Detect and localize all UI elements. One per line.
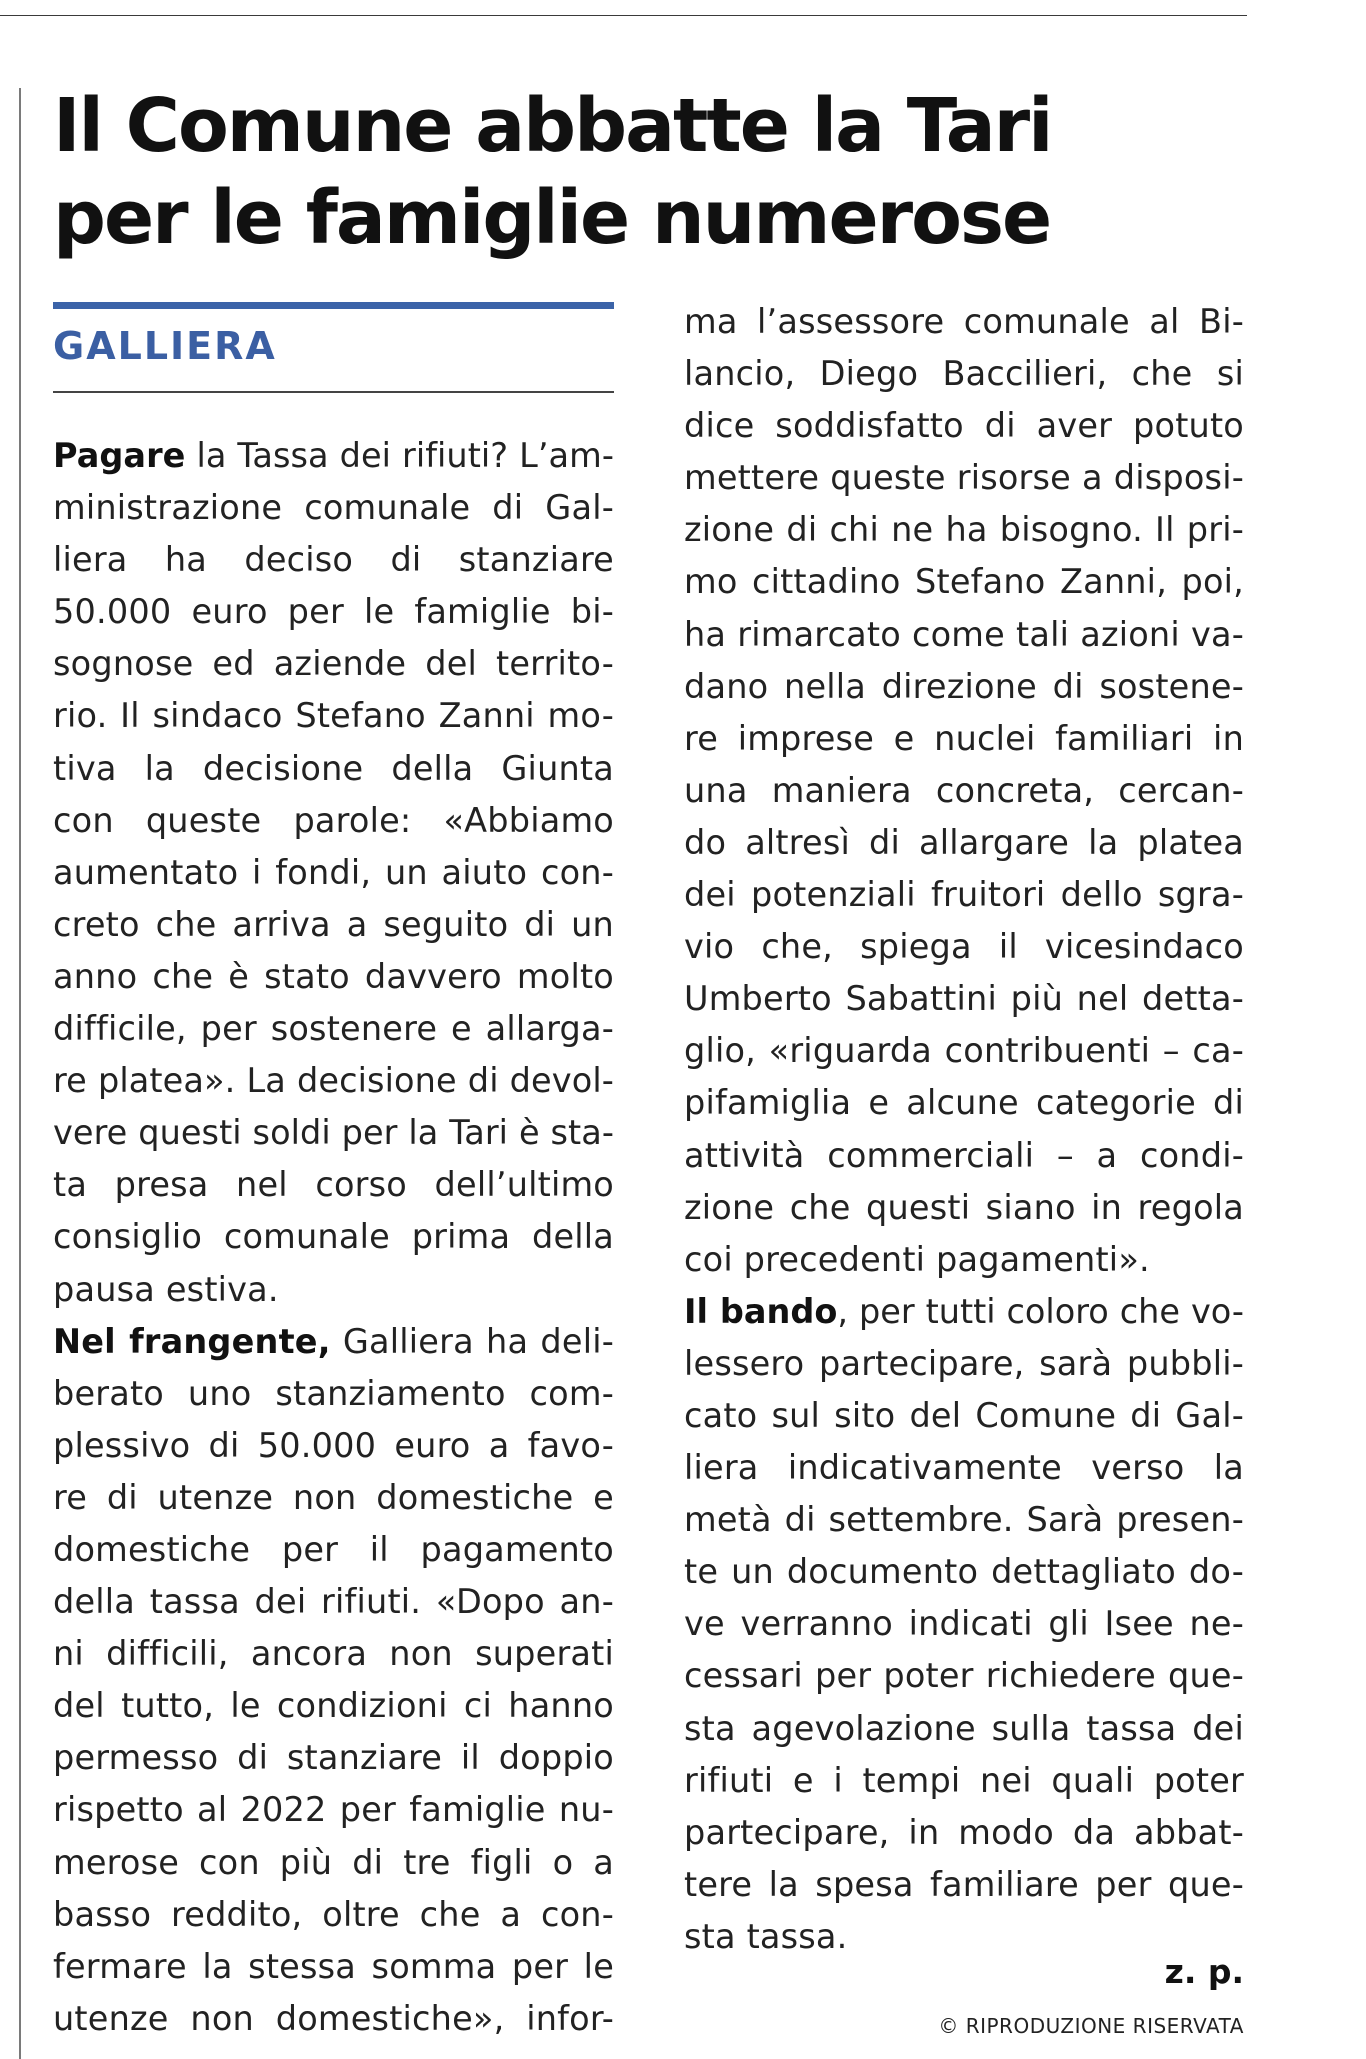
body-text: permesso di stanziare il doppio bbox=[53, 1738, 614, 1778]
column-rule bbox=[19, 88, 21, 2059]
body-text: ha rimarcato come tali azioni va- bbox=[684, 614, 1244, 654]
body-line bbox=[684, 1390, 1244, 1442]
body-line bbox=[684, 504, 1244, 556]
body-text: fermare la stessa somma per le bbox=[53, 1946, 614, 1986]
body-text: Galliera ha deli- bbox=[330, 1321, 614, 1361]
body-line bbox=[53, 430, 614, 482]
body-text: basso reddito, oltre che a con- bbox=[53, 1894, 614, 1934]
body-line bbox=[684, 1650, 1244, 1702]
body-text: re platea». La decisione di devol- bbox=[53, 1061, 614, 1101]
body-line bbox=[53, 743, 614, 795]
body-text: lancio, Diego Baccilieri, che si bbox=[684, 354, 1244, 394]
paragraph-lead: Il bando bbox=[684, 1291, 838, 1331]
body-line bbox=[684, 1338, 1244, 1390]
body-text: mo cittadino Stefano Zanni, poi, bbox=[684, 562, 1244, 602]
body-line bbox=[684, 973, 1244, 1025]
body-text: del tutto, le condizioni ci hanno bbox=[53, 1686, 614, 1726]
body-line bbox=[53, 1368, 614, 1420]
body-line bbox=[53, 1576, 614, 1628]
paragraph-lead: Pagare bbox=[53, 436, 186, 475]
body-text: rio. Il sindaco Stefano Zanni mo- bbox=[53, 696, 614, 736]
body-text: aumentato i fondi, un aiuto con- bbox=[53, 852, 614, 892]
body-line bbox=[684, 869, 1244, 921]
body-line bbox=[684, 1442, 1244, 1494]
body-line bbox=[53, 1941, 614, 1993]
body-text: re imprese e nuclei familiari in bbox=[684, 718, 1244, 758]
body-text: ministrazione comunale di Gal- bbox=[53, 488, 614, 528]
body-text: Umberto Sabattini più nel detta- bbox=[684, 979, 1244, 1019]
body-line bbox=[684, 1182, 1244, 1234]
body-text: te un documento dettagliato do- bbox=[684, 1552, 1244, 1592]
body-line bbox=[684, 765, 1244, 817]
body-line bbox=[684, 452, 1244, 504]
body-text: rispetto al 2022 per famiglie nu- bbox=[53, 1790, 614, 1830]
body-line bbox=[684, 1807, 1244, 1859]
body-line bbox=[53, 1003, 614, 1055]
body-line bbox=[53, 1107, 614, 1159]
body-text: tiva la decisione della Giunta bbox=[53, 748, 614, 788]
kicker-location: GALLIERA bbox=[53, 324, 277, 368]
body-line bbox=[53, 1472, 614, 1524]
body-text: 50.000 euro per le famiglie bi- bbox=[53, 592, 614, 632]
body-text: zione che questi siano in regola bbox=[684, 1187, 1244, 1227]
body-text: pausa estiva. bbox=[53, 1269, 279, 1309]
body-text: una maniera concreta, cercan- bbox=[684, 770, 1244, 810]
kicker-accent-bar bbox=[53, 302, 614, 309]
article-column-left bbox=[53, 430, 614, 2045]
body-text: cato sul sito del Comune di Gal- bbox=[684, 1395, 1244, 1435]
body-text: sognose ed aziende del territo- bbox=[53, 644, 614, 684]
body-text: creto che arriva a seguito di un bbox=[53, 904, 614, 944]
body-text: metà di settembre. Sarà presen- bbox=[684, 1500, 1244, 1540]
body-line bbox=[53, 847, 614, 899]
body-line bbox=[53, 638, 614, 690]
body-line bbox=[684, 556, 1244, 608]
body-line bbox=[684, 661, 1244, 713]
body-line bbox=[684, 921, 1244, 973]
body-line bbox=[53, 534, 614, 586]
body-text: coi precedenti pagamenti». bbox=[684, 1239, 1150, 1279]
body-line bbox=[53, 1680, 614, 1732]
body-line bbox=[53, 1837, 614, 1889]
body-text: difficile, per sostenere e allarga- bbox=[53, 1009, 614, 1049]
body-line bbox=[684, 296, 1244, 348]
body-text: do altresì di allargare la platea bbox=[684, 822, 1244, 862]
body-text: la Tassa dei rifiuti? L’am- bbox=[185, 436, 614, 475]
body-line bbox=[684, 1286, 1244, 1338]
top-rule bbox=[0, 15, 1247, 16]
body-text: ni difficili, ancora non superati bbox=[53, 1634, 614, 1674]
body-line bbox=[53, 1420, 614, 1472]
body-text: liera ha deciso di stanziare bbox=[53, 540, 614, 580]
body-line bbox=[53, 1889, 614, 1941]
body-text: cessari per poter richiedere que- bbox=[684, 1656, 1244, 1696]
body-line bbox=[53, 1316, 614, 1368]
body-line bbox=[53, 1055, 614, 1107]
body-line bbox=[684, 1598, 1244, 1650]
body-line bbox=[684, 1025, 1244, 1077]
body-text: partecipare, in modo da abbat- bbox=[684, 1812, 1244, 1852]
body-line bbox=[684, 400, 1244, 452]
body-line bbox=[684, 1755, 1244, 1807]
body-text: con queste parole: «Abbiamo bbox=[53, 800, 614, 840]
body-line bbox=[53, 1264, 614, 1316]
body-text: pifamiglia e alcune categorie di bbox=[684, 1083, 1244, 1123]
body-line bbox=[53, 1159, 614, 1211]
body-text: zione di chi ne ha bisogno. Il pri- bbox=[684, 510, 1244, 550]
article-column-right bbox=[684, 296, 1244, 1963]
body-text: dano nella direzione di sostene- bbox=[684, 666, 1244, 706]
body-line bbox=[684, 1859, 1244, 1911]
body-line bbox=[684, 1546, 1244, 1598]
body-text: vere questi soldi per la Tari è sta- bbox=[53, 1113, 614, 1153]
kicker-rule bbox=[53, 391, 614, 393]
body-text: della tassa dei rifiuti. «Dopo an- bbox=[53, 1582, 614, 1622]
body-line bbox=[53, 690, 614, 742]
body-text: vio che, spiega il vicesindaco bbox=[684, 927, 1244, 967]
body-line bbox=[53, 899, 614, 951]
paragraph-lead: Nel frangente, bbox=[53, 1321, 331, 1361]
body-line bbox=[684, 348, 1244, 400]
body-line bbox=[53, 1211, 614, 1263]
body-line bbox=[53, 1524, 614, 1576]
body-text: attività commerciali – a condi- bbox=[684, 1135, 1244, 1175]
body-line bbox=[53, 1628, 614, 1680]
body-text: re di utenze non domestiche e bbox=[53, 1477, 614, 1517]
body-text: ta presa nel corso dell’ultimo bbox=[53, 1165, 614, 1205]
body-text: tere la spesa familiare per que- bbox=[684, 1864, 1244, 1904]
body-text: berato uno stanziamento com- bbox=[53, 1373, 614, 1413]
body-text: utenze non domestiche», infor- bbox=[53, 1998, 614, 2038]
body-text: ma l’assessore comunale al Bi- bbox=[684, 302, 1244, 341]
body-line bbox=[53, 795, 614, 847]
body-line bbox=[684, 1703, 1244, 1755]
body-line bbox=[53, 951, 614, 1003]
body-text: dei potenziali fruitori dello sgra- bbox=[684, 875, 1244, 915]
body-text: sta agevolazione sulla tassa dei bbox=[684, 1708, 1244, 1748]
body-text: dice soddisfatto di aver potuto bbox=[684, 406, 1244, 446]
body-text: glio, «riguarda contribuenti – ca- bbox=[684, 1031, 1244, 1071]
author-signature: z. p. bbox=[1164, 1952, 1244, 1991]
body-text: ve verranno indicati gli Isee ne- bbox=[684, 1604, 1244, 1644]
body-text: lessero partecipare, sarà pubbli- bbox=[684, 1343, 1244, 1383]
body-line bbox=[684, 1234, 1244, 1286]
body-line bbox=[53, 586, 614, 638]
body-line bbox=[684, 609, 1244, 661]
body-line bbox=[53, 1732, 614, 1784]
body-line bbox=[53, 1784, 614, 1836]
body-text: plessivo di 50.000 euro a favo- bbox=[53, 1425, 614, 1465]
body-text: merose con più di tre figli o a bbox=[53, 1842, 614, 1882]
body-text: anno che è stato davvero molto bbox=[53, 956, 614, 996]
body-line bbox=[53, 482, 614, 534]
body-text: mettere queste risorse a disposi- bbox=[684, 458, 1244, 498]
body-line bbox=[684, 1911, 1244, 1963]
body-text: rifiuti e i tempi nei quali poter bbox=[684, 1760, 1244, 1800]
body-text: liera indicativamente verso la bbox=[684, 1448, 1244, 1488]
body-line bbox=[684, 1494, 1244, 1546]
body-text: , per tutti coloro che vo- bbox=[837, 1291, 1244, 1331]
body-text: sta tassa. bbox=[684, 1916, 848, 1956]
body-text: domestiche per il pagamento bbox=[53, 1529, 614, 1569]
body-line bbox=[684, 817, 1244, 869]
body-line bbox=[684, 1077, 1244, 1129]
body-line bbox=[53, 1993, 614, 2045]
headline bbox=[53, 80, 1233, 264]
copyright-notice: © RIPRODUZIONE RISERVATA bbox=[938, 2014, 1244, 2038]
headline-line-1: Il Comune abbatte la Tari bbox=[53, 83, 1052, 169]
body-text: consiglio comunale prima della bbox=[53, 1217, 614, 1257]
body-line bbox=[684, 1130, 1244, 1182]
headline-line-2: per le famiglie numerose bbox=[53, 175, 1051, 261]
body-line bbox=[684, 713, 1244, 765]
